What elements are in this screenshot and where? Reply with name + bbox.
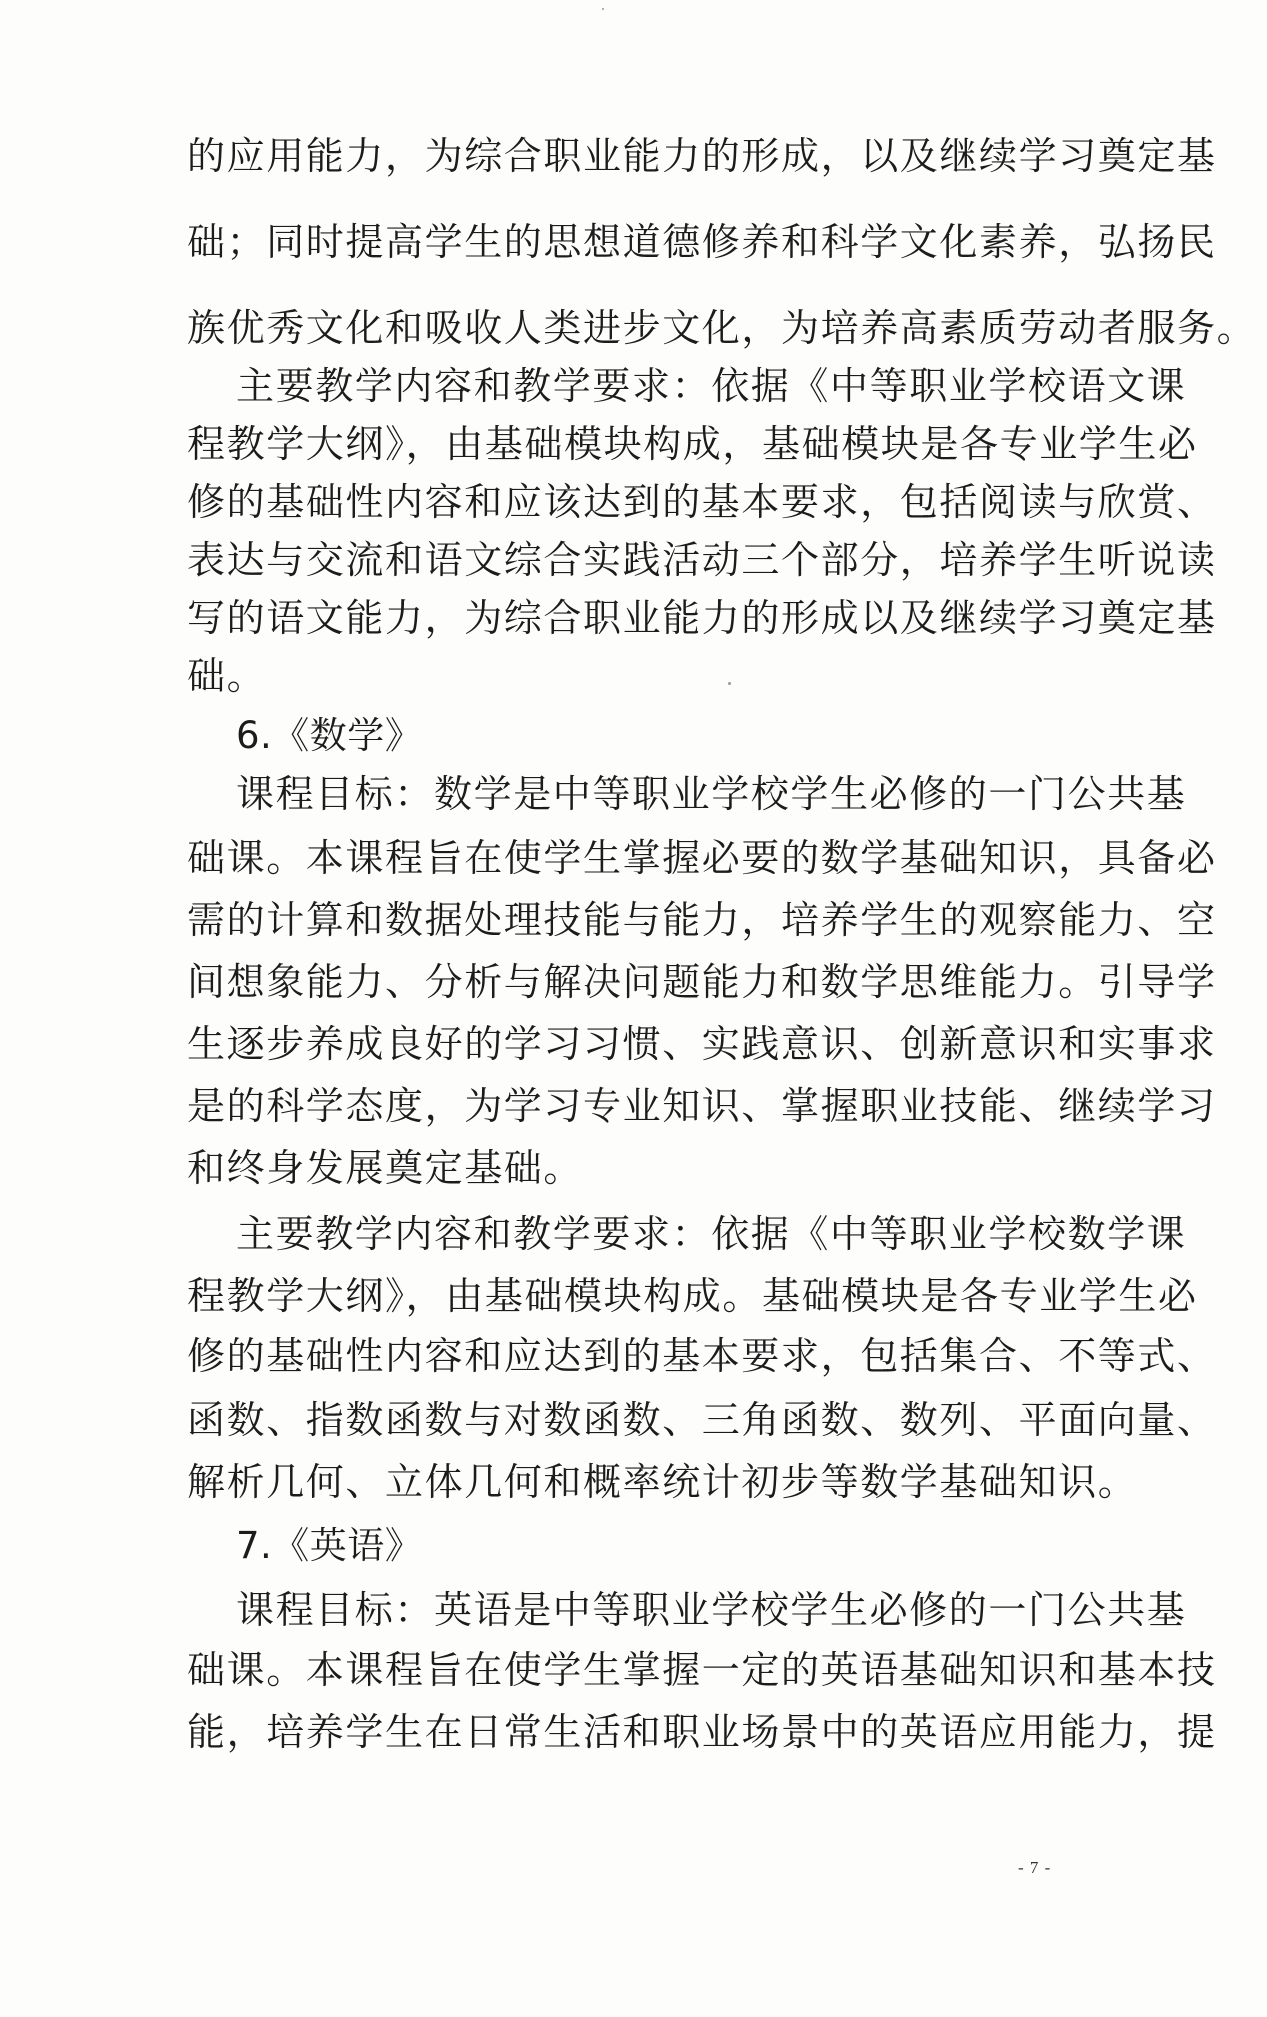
text-line: 函数、指数函数与对数函数、三角函数、数列、平面向量、 bbox=[187, 1398, 1217, 1442]
text-line: 是的科学态度，为学习专业知识、掌握职业技能、继续学习 bbox=[187, 1084, 1217, 1128]
section-heading-math: 6.《数学》 bbox=[236, 714, 423, 757]
paragraph-first-line: 主要教学内容和教学要求：依据《中等职业学校数学课 bbox=[236, 1212, 1187, 1256]
paragraph-first-line: 课程目标：数学是中等职业学校学生必修的一门公共基 bbox=[236, 772, 1187, 816]
text-line: 表达与交流和语文综合实践活动三个部分，培养学生听说读 bbox=[187, 538, 1217, 582]
scan-speck bbox=[602, 8, 604, 10]
text-line: 修的基础性内容和应达到的基本要求，包括集合、不等式、 bbox=[187, 1334, 1217, 1378]
text-line: 写的语文能力，为综合职业能力的形成以及继续学习奠定基 bbox=[187, 596, 1217, 640]
text-line: 族优秀文化和吸收人类进步文化，为培养高素质劳动者服务。 bbox=[187, 306, 1257, 350]
scan-speck bbox=[728, 682, 731, 685]
text-line: 础课。本课程旨在使学生掌握必要的数学基础知识，具备必 bbox=[187, 836, 1217, 880]
text-line: 需的计算和数据处理技能与能力，培养学生的观察能力、空 bbox=[187, 898, 1217, 942]
text-line: 解析几何、立体几何和概率统计初步等数学基础知识。 bbox=[187, 1460, 1138, 1504]
text-line: 和终身发展奠定基础。 bbox=[187, 1146, 584, 1190]
text-line: 础课。本课程旨在使学生掌握一定的英语基础知识和基本技 bbox=[187, 1648, 1217, 1692]
text-line: 程教学大纲》，由基础模块构成，基础模块是各专业学生必 bbox=[187, 422, 1198, 466]
text-line: 程教学大纲》，由基础模块构成。基础模块是各专业学生必 bbox=[187, 1274, 1198, 1318]
text-line: 间想象能力、分析与解决问题能力和数学思维能力。引导学 bbox=[187, 960, 1217, 1004]
text-line: 能，培养学生在日常生活和职业场景中的英语应用能力，提 bbox=[187, 1710, 1217, 1754]
page-number: - 7 - bbox=[1018, 1858, 1052, 1877]
text-line: 生逐步养成良好的学习习惯、实践意识、创新意识和实事求 bbox=[187, 1022, 1217, 1066]
text-line: 础；同时提高学生的思想道德修养和科学文化素养，弘扬民 bbox=[187, 220, 1217, 264]
paragraph-first-line: 主要教学内容和教学要求：依据《中等职业学校语文课 bbox=[236, 364, 1187, 408]
section-heading-english: 7.《英语》 bbox=[236, 1524, 423, 1567]
text-line: 的应用能力，为综合职业能力的形成，以及继续学习奠定基 bbox=[187, 134, 1217, 178]
text-line: 础。 bbox=[187, 654, 267, 698]
paragraph-first-line: 课程目标：英语是中等职业学校学生必修的一门公共基 bbox=[236, 1588, 1187, 1632]
text-line: 修的基础性内容和应该达到的基本要求，包括阅读与欣赏、 bbox=[187, 480, 1217, 524]
